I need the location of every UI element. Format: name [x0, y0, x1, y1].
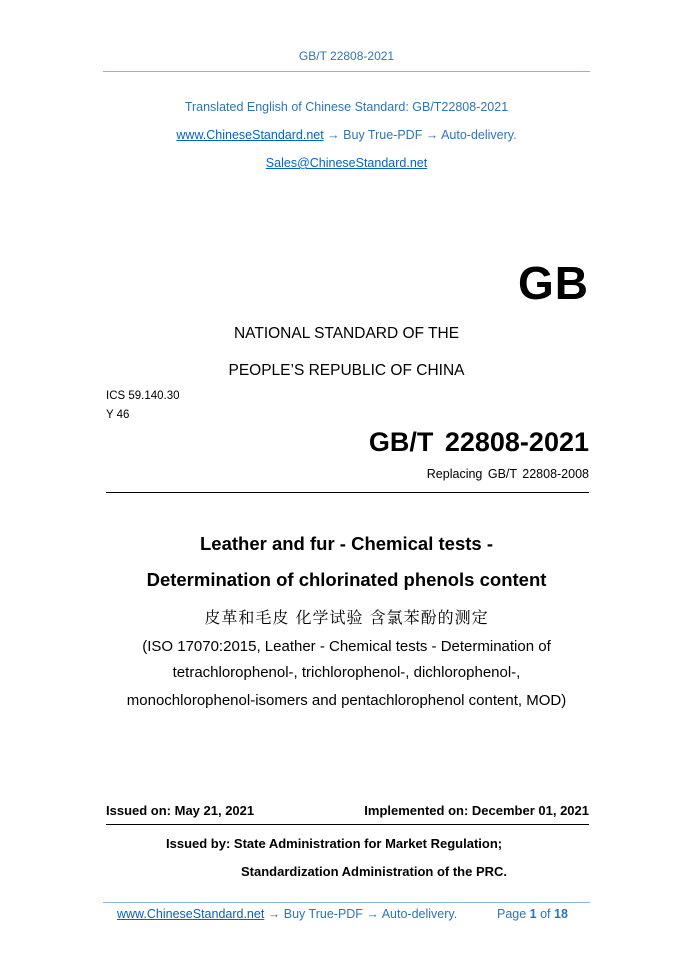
issue-divider — [106, 824, 589, 825]
issued-by-line1: Issued by: State Administration for Market Regulation; — [166, 836, 503, 851]
header-divider — [103, 71, 590, 72]
page-label: Page — [497, 907, 530, 921]
page-of: of — [536, 907, 554, 921]
footer-divider — [103, 902, 590, 903]
title-line1: Leather and fur - Chemical tests - — [200, 533, 493, 554]
header-document-code: GB/T 22808-2021 — [298, 49, 395, 63]
footer-buy-text: → Buy True-PDF → Auto-delivery. — [264, 907, 458, 921]
national-standard-line1: NATIONAL STANDARD OF THE — [233, 325, 460, 342]
iso-reference-line2: tetrachlorophenol-, trichlorophenol-, dichlorophenol-, — [172, 664, 521, 681]
page-total: 18 — [554, 907, 568, 921]
buy-text: → Buy True-PDF → Auto-delivery. — [323, 128, 517, 142]
translation-notice: Translated English of Chinese Standard: GB/T22808-2021 — [184, 100, 509, 114]
issued-on-date: Issued on: May 21, 2021 — [106, 803, 255, 818]
national-standard-line2: PEOPLE’S REPUBLIC OF CHINA — [228, 362, 465, 379]
footer-site-link[interactable]: www.ChineseStandard.net — [117, 907, 265, 921]
page-indicator — [497, 907, 568, 921]
issued-by-line2: Standardization Administration of the PRC. — [241, 864, 508, 879]
ics-code: ICS 59.140.30 — [106, 390, 180, 402]
iso-reference-line3: monochlorophenol-isomers and pentachlorophenol content, MOD) — [126, 692, 567, 709]
title-chinese: 皮革和毛皮 化学试验 含氯苯酚的测定 — [204, 608, 489, 627]
site-link[interactable]: www.ChineseStandard.net — [176, 128, 324, 142]
implemented-on-date: Implemented on: December 01, 2021 — [364, 803, 589, 818]
sales-line — [0, 156, 693, 170]
title-line2: Determination of chlorinated phenols content — [146, 569, 547, 590]
buy-line — [0, 128, 693, 142]
page-current: 1 — [529, 907, 537, 921]
title-divider — [106, 492, 589, 493]
iso-reference-line1: (ISO 17070:2015, Leather - Chemical tests - Determination of — [142, 638, 551, 655]
classification-code: Y 46 — [106, 409, 130, 421]
standard-number: GB/T 22808-2021 — [368, 427, 589, 457]
footer-buy-line — [117, 907, 457, 921]
sales-email-link[interactable]: Sales@ChineseStandard.net — [265, 156, 428, 170]
gb-logo: GB — [518, 257, 589, 309]
replacing-standard: Replacing GB/T 22808-2008 — [426, 467, 589, 481]
